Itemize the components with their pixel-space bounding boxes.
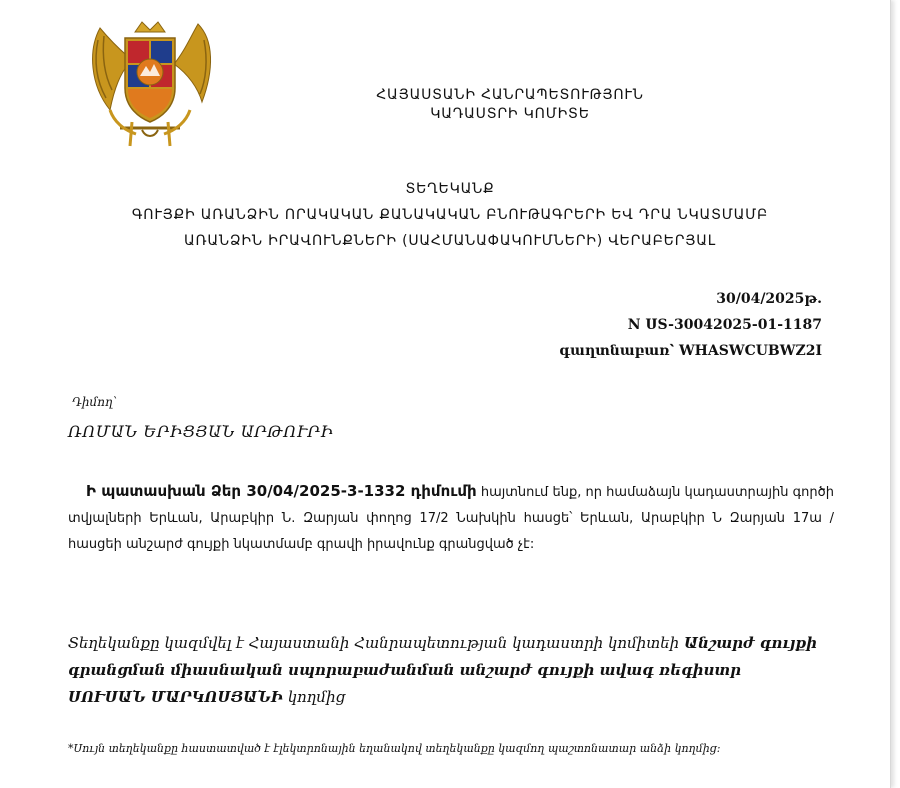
document-title	[40, 176, 860, 254]
prepared-by-person: ՍՈՒՍԱՆ ՄԱՐԿՈՍՅԱՆԻ	[68, 688, 283, 706]
issuing-organization	[300, 86, 720, 124]
password-label: գաղտնաբառ՝	[559, 343, 675, 359]
recipient-name: ՌՈՄԱՆ ԵՐԻՑՅԱՆ ԱՐԹՈՒՐԻ	[68, 422, 334, 441]
document-meta	[559, 286, 822, 364]
document-number: N ՍS-30042025-01-1187	[627, 317, 822, 333]
document-password	[559, 338, 822, 364]
footnote: *Սույն տեղեկանքը հաստատված է էլեկտրոնային եղանակով տեղեկանքը կազմող պաշտոնատար անձի կողմից:	[68, 742, 721, 755]
org-name-line2: ԿԱԴԱՍՏՐԻ ԿՈՄԻՏԵ	[430, 106, 590, 122]
body-text: հայտնում ենք, որ համաձայն կադաստրային գործի տվյալների Երևան, Արաբկիր Ն. Զարյան փողոց 17/2 Նախկին հասցե՝ Երևան, Արաբկիր Ն Զարյան 17ա / հասցեի անշարժ գույքի նկատմամբ գրավի իրավունք գրանցված չէ:	[68, 485, 834, 552]
title-line3: ԱՌԱՆՁԻՆ ԻՐԱՎՈՒՆՔՆԵՐԻ (ՍԱՀՄԱՆԱՓԱԿՈՒՄՆԵՐԻ) ՎԵՐԱԲԵՐՅԱԼ	[183, 233, 717, 249]
document-date: 30/04/2025թ.	[716, 291, 822, 307]
body-paragraph	[68, 478, 834, 558]
title-line1: ՏԵՂԵԿԱՆՔ	[405, 181, 495, 197]
password-value: WHASWCUBWZ2I	[678, 343, 822, 359]
org-name-line1: ՀԱՅԱՍՏԱՆԻ ՀԱՆՐԱՊԵՏՈՒԹՅՈՒՆ	[376, 87, 644, 103]
prepared-by-unit: Անշարժ գույքի գրանցման միասնական սպորաբաժանման անշարժ գույքի ավագ ռեգիստր	[68, 634, 818, 679]
coat-of-arms-icon	[80, 10, 220, 150]
prepared-by-suffix: կողմից	[282, 688, 346, 706]
title-line2: ԳՈՒՅՔԻ ԱՌԱՆՁԻՆ ՈՐԱԿԱԿԱՆ ՔԱՆԱԿԱԿԱՆ ԲՆՈՒԹԱԳՐԵՐԻ ԵՎ ԴՐԱ ՆԿԱՏՄԱՄԲ	[131, 207, 769, 223]
recipient-label: Դիմող՝	[72, 395, 118, 409]
prepared-by-prefix: Տեղեկանքը կազմվել է Հայաստանի Հանրապետության կադաստրի կոմիտեի	[68, 634, 684, 652]
prepared-by	[68, 630, 848, 711]
body-lead: Ի պատասխան Ձեր 30/04/2025-3-1332 դիմումի	[86, 482, 477, 500]
